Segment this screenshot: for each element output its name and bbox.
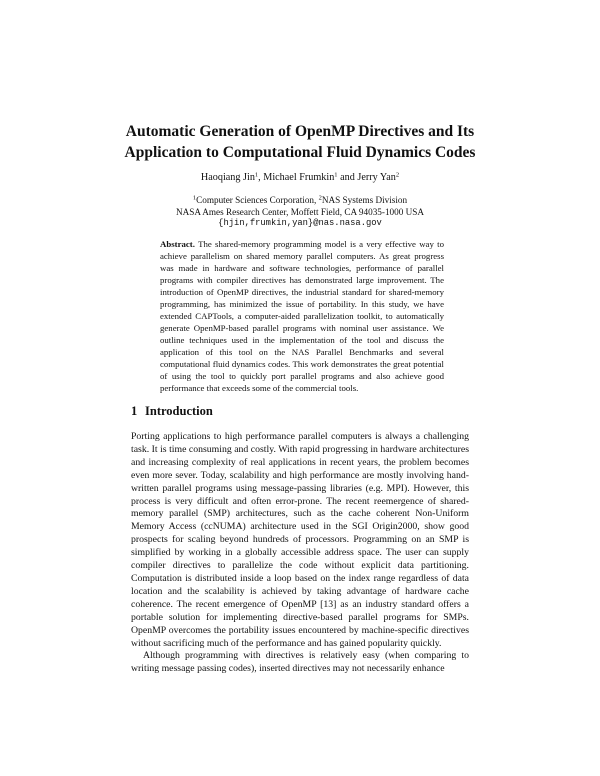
affiliation-orgs <box>60 195 540 207</box>
affiliation-org: Computer Sciences Corporation, <box>196 195 319 205</box>
section-heading <box>131 404 213 419</box>
author-emails: {hjin,frumkin,yan}@nas.nasa.gov <box>218 218 382 229</box>
title-line-2: Application to Computational Fluid Dynamics Codes <box>124 144 476 161</box>
author-affiliation-marker: 2 <box>395 171 400 179</box>
body-text <box>131 431 469 676</box>
abstract-label: Abstract. <box>160 239 195 249</box>
paper-title <box>60 121 540 163</box>
author-affiliation-marker: 1 <box>334 171 338 179</box>
section-title: Introduction <box>145 404 213 418</box>
title-line-1: Automatic Generation of OpenMP Directives and Its <box>125 123 475 140</box>
affiliation-address: NASA Ames Research Center, Moffett Field, CA 94035-1000 USA <box>175 206 424 217</box>
abstract <box>160 238 444 394</box>
affiliation-marker: 1 <box>192 194 197 202</box>
author-name: Michael Frumkin <box>263 172 335 183</box>
author-separator: and <box>337 172 358 183</box>
author-separator: , <box>258 172 264 183</box>
affiliation-marker: 2 <box>318 194 322 202</box>
author-affiliation-marker: 1 <box>254 171 259 179</box>
paragraph: Although programming with directives is relatively easy (when comparing to writing message passing codes), inserted directives may not necessarily enhance <box>131 650 469 675</box>
paragraph: Porting applications to high performance parallel computers is always a challenging task. It is time consuming and costly. With rapid progressing in hardware architectures and increasing complexity of real applications in recent years, the problem becomes even more sever. Today, scalability and high performance are mostly involving hand-written parallel programs using message-passing libraries (e.g. MPI). However, this process is very difficult and often error-prone. The recent reemergence of shared-memory parallel (SMP) architectures, such as the cache coherent Non-Uniform Memory Access (ccNUMA) architecture used in the SGI Origin2000, show good prospects for scaling beyond hundreds of processors. Programming on an SMP is simplified by working in a globally accessible address space. The user can supply compiler directives to parallelize the code without explicit data partitioning. Computation is distributed inside a loop based on the index range regardless of data location and the scalability is achieved by taking advantage of hardware cache coherence. The recent emergence of OpenMP [13] as an industry standard offers a portable solution for implementing directive-based parallel programs for SMPs. OpenMP overcomes the portability issues encountered by machine-specific directives without sacrificing much of the performance and has gained popularity quickly. <box>131 431 469 649</box>
section-number: 1 <box>131 404 138 418</box>
author-name: Jerry Yan <box>357 172 396 183</box>
affiliation-block <box>60 195 540 230</box>
abstract-text: The shared-memory programming model is a very effective way to achieve parallelism on shared memory parallel computers. As great progress was made in hardware and software technologies, performance of parallel programs with compiler directives has demonstrated large improvement. The introduction of OpenMP directives, the industrial standard for shared-memory programming, has minimized the issue of portability. In this study, we have extended CAPTools, a computer-aided parallelization toolkit, to automatically generate OpenMP-based parallel programs with nominal user assistance. We outline techniques used in the implementation of the tool and discuss the application of this tool on the NAS Parallel Benchmarks and several computational fluid dynamics codes. This work demonstrates the great potential of using the tool to quickly port parallel programs and also achieve good performance that exceeds some of the commercial tools. <box>160 239 444 393</box>
author-list <box>60 171 540 185</box>
author-name: Haoqiang Jin <box>200 172 255 183</box>
affiliation-org: NAS Systems Division <box>321 195 408 205</box>
